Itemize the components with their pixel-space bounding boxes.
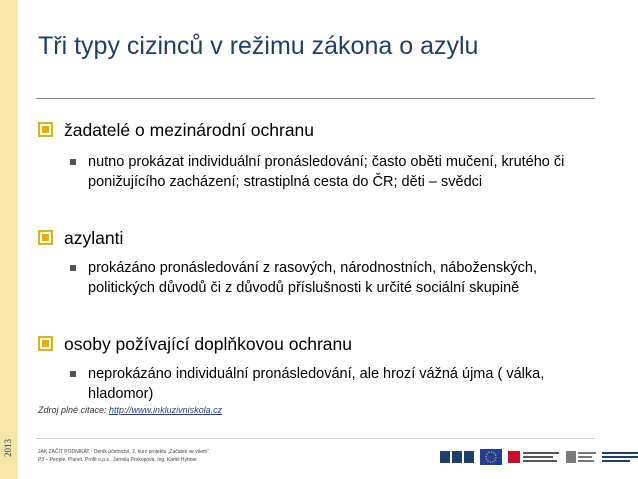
sub-bullet-text: neprokázáno individuální pronásledování, ale hrozí vážná újma ( válka, hladomor) xyxy=(88,366,545,402)
bullet-item xyxy=(38,333,352,355)
sub-bullet-item xyxy=(70,152,568,192)
eu-flag-icon xyxy=(480,449,502,465)
footer-line-1: JAK ZAČÍT PODNIKAT - Deník účetnictví, 2. kurz projektu „Začátek ve všem“ xyxy=(38,449,209,455)
bullet-item xyxy=(38,119,314,141)
mskt-logo-icon xyxy=(566,449,596,465)
footer-line-2: P3 – People, Planet, Profit o.p.s., Jarmila Prokopová, Ing. Kamil Hybner xyxy=(38,457,197,463)
sub-bullet-item xyxy=(70,364,568,404)
bullet-label: žadatelé o mezinárodní ochranu xyxy=(64,120,315,140)
sub-bullet-text: prokázáno pronásledování z rasových, národnostních, náboženských, politických důvodů či z důvodů příslušnosti k určité sociální skupině xyxy=(88,260,537,296)
year-label: 2013 xyxy=(3,439,13,457)
side-accent-bar xyxy=(0,0,18,479)
partner-logos xyxy=(440,446,638,468)
square-bullet-icon xyxy=(38,122,53,137)
sub-bullet-item xyxy=(70,258,568,298)
footer-text xyxy=(38,448,209,464)
source-citation xyxy=(38,405,222,415)
footer-divider xyxy=(36,438,595,439)
source-link[interactable]: http://www.inkluzivniskola.cz xyxy=(109,405,223,415)
source-prefix: Zdroj plné citace: xyxy=(38,405,110,415)
small-square-bullet-icon xyxy=(70,371,76,377)
square-bullet-icon xyxy=(38,230,53,245)
slide-title: Tři typy cizinců v režimu zákona o azylu xyxy=(38,32,479,60)
bullet-label: azylanti xyxy=(64,228,124,248)
sub-bullet-text: nutno prokázat individuální pronásledování; často oběti mučení, krutého či ponižujícího zacházení; strastiplná cesta do ČR; děti – svědci xyxy=(88,154,565,190)
square-bullet-icon xyxy=(38,336,53,351)
title-divider xyxy=(36,98,595,99)
small-square-bullet-icon xyxy=(70,159,76,165)
bullet-label: osoby požívající doplňkovou ochranu xyxy=(64,334,352,354)
podporujeme-logo-icon xyxy=(602,449,638,465)
esf-logo-icon xyxy=(440,449,474,465)
op-lzz-logo-icon xyxy=(508,449,560,465)
bullet-item xyxy=(38,227,123,249)
small-square-bullet-icon xyxy=(70,265,76,271)
